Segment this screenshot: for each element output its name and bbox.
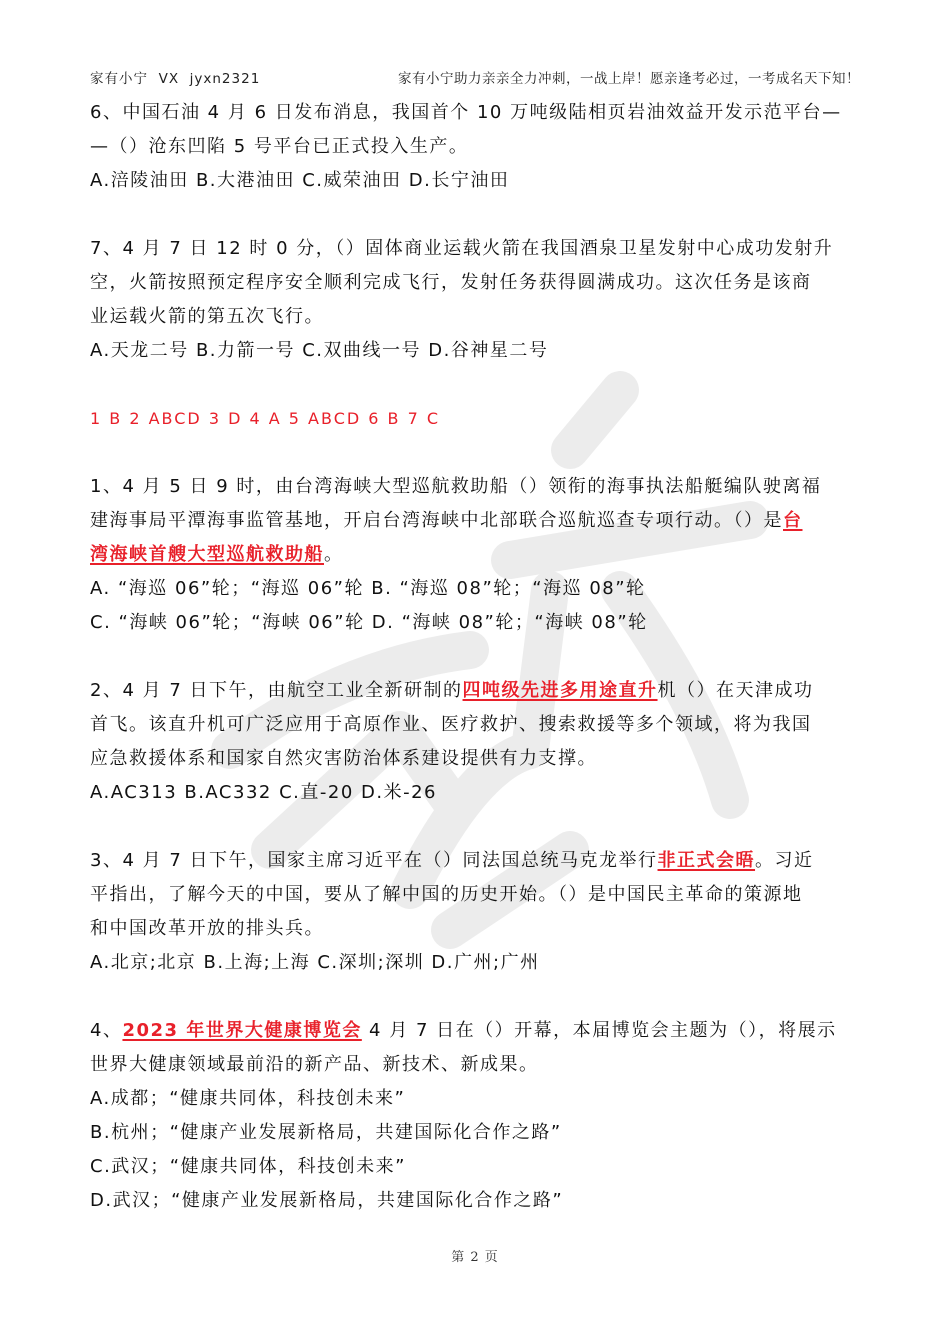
question-text: 平指出，了解今天的中国，要从了解中国的历史开始。（）是中国民主革命的策源地	[90, 884, 803, 905]
question-text: 业运载火箭的第五次飞行。	[90, 306, 324, 327]
question-options: C. “海峡 06”轮；“海峡 06”轮 D. “海峡 08”轮；“海峡 08”轮	[90, 612, 648, 633]
question-text: 首飞。该直升机可广泛应用于高原作业、医疗救护、搜索救援等多个领域，将为我国	[90, 714, 812, 735]
question-text	[90, 504, 865, 538]
highlight-text: 四吨级先进多用途直升	[462, 680, 658, 701]
new-question-2	[90, 674, 865, 810]
spacer	[90, 198, 865, 232]
question-text: 1、4 月 5 日 9 时，由台湾海峡大型巡航救助船（）领衔的海事执法船艇编队驶离福	[90, 476, 822, 497]
spacer	[90, 980, 865, 1014]
spacer	[90, 640, 865, 674]
question-text-part: 4 月 7 日在（）开幕，本届博览会主题为（），将展示	[361, 1020, 837, 1041]
question-7	[90, 232, 865, 368]
question-text: 世界大健康领域最前沿的新产品、新技术、新成果。	[90, 1054, 539, 1075]
question-options: A. “海巡 06”轮；“海巡 06”轮 B. “海巡 08”轮；“海巡 08”轮	[90, 578, 646, 599]
question-6	[90, 96, 865, 198]
question-options: A.涪陵油田 B.大港油田 C.威荣油田 D.长宁油田	[90, 170, 510, 191]
question-options: A.天龙二号 B.力箭一号 C.双曲线一号 D.谷神星二号	[90, 340, 549, 361]
question-options: A.AC313 B.AC332 C.直-20 D.米-26	[90, 782, 437, 803]
spacer	[90, 368, 865, 402]
highlight-text: 2023 年世界大健康博览会	[122, 1020, 362, 1041]
page-content	[90, 96, 865, 1218]
question-text-part: 机（）在天津成功	[657, 680, 814, 701]
highlight-text: 湾海峡首艘大型巡航救助船	[90, 544, 324, 565]
question-text: 6、中国石油 4 月 6 日发布消息，我国首个 10 万吨级陆相页岩油效益开发示范平台—	[90, 102, 842, 123]
question-text-part: 。	[324, 544, 344, 565]
spacer	[90, 810, 865, 844]
question-text: 和中国改革开放的排头兵。	[90, 918, 324, 939]
question-text-part: 3、4 月 7 日下午，国家主席习近平在（）同法国总统马克龙举行	[90, 850, 658, 871]
page-number: 第 2 页	[451, 1250, 499, 1265]
question-text-part: 。习近	[755, 850, 814, 871]
question-text	[90, 674, 865, 708]
new-question-1	[90, 470, 865, 640]
question-text-part: 4、	[90, 1020, 123, 1041]
spacer	[90, 436, 865, 470]
question-options: A.北京;北京 B.上海;上海 C.深圳;深圳 D.广州;广州	[90, 952, 540, 973]
question-text-part: 2、4 月 7 日下午，由航空工业全新研制的	[90, 680, 463, 701]
question-text: 应急救援体系和国家自然灾害防治体系建设提供有力支撑。	[90, 748, 597, 769]
question-text	[90, 844, 865, 878]
question-text	[90, 1014, 865, 1048]
question-text: —（）沧东凹陷 5 号平台已正式投入生产。	[90, 136, 469, 157]
question-text-part: 建海事局平潭海事监管基地，开启台湾海峡中北部联合巡航巡查专项行动。（）是	[90, 510, 783, 531]
question-options: A.成都；“健康共同体，科技创未来”	[90, 1088, 406, 1109]
question-options: C.武汉；“健康共同体，科技创未来”	[90, 1156, 406, 1177]
question-text: 空，火箭按照预定程序安全顺利完成飞行，发射任务获得圆满成功。这次任务是该商	[90, 272, 812, 293]
new-question-4	[90, 1014, 865, 1218]
highlight-text: 台	[783, 510, 803, 531]
question-options: B.杭州；“健康产业发展新格局，共建国际化合作之路”	[90, 1122, 562, 1143]
highlight-text: 非正式会晤	[657, 850, 756, 871]
answer-key: 1 B 2 ABCD 3 D 4 A 5 ABCD 6 B 7 C	[90, 409, 441, 428]
question-options: D.武汉；“健康产业发展新格局，共建国际化合作之路”	[90, 1190, 564, 1211]
page-header	[90, 68, 860, 90]
question-text	[90, 538, 865, 572]
header-left-text: 家有小宁 VX jyxn2321	[90, 71, 261, 87]
new-question-3	[90, 844, 865, 980]
question-text: 7、4 月 7 日 12 时 0 分，（）固体商业运载火箭在我国酒泉卫星发射中心成功发射升	[90, 238, 834, 259]
header-right-text: 家有小宁助力亲亲全力冲刺，一战上岸！愿亲逢考必过，一考成名天下知！	[398, 71, 860, 87]
